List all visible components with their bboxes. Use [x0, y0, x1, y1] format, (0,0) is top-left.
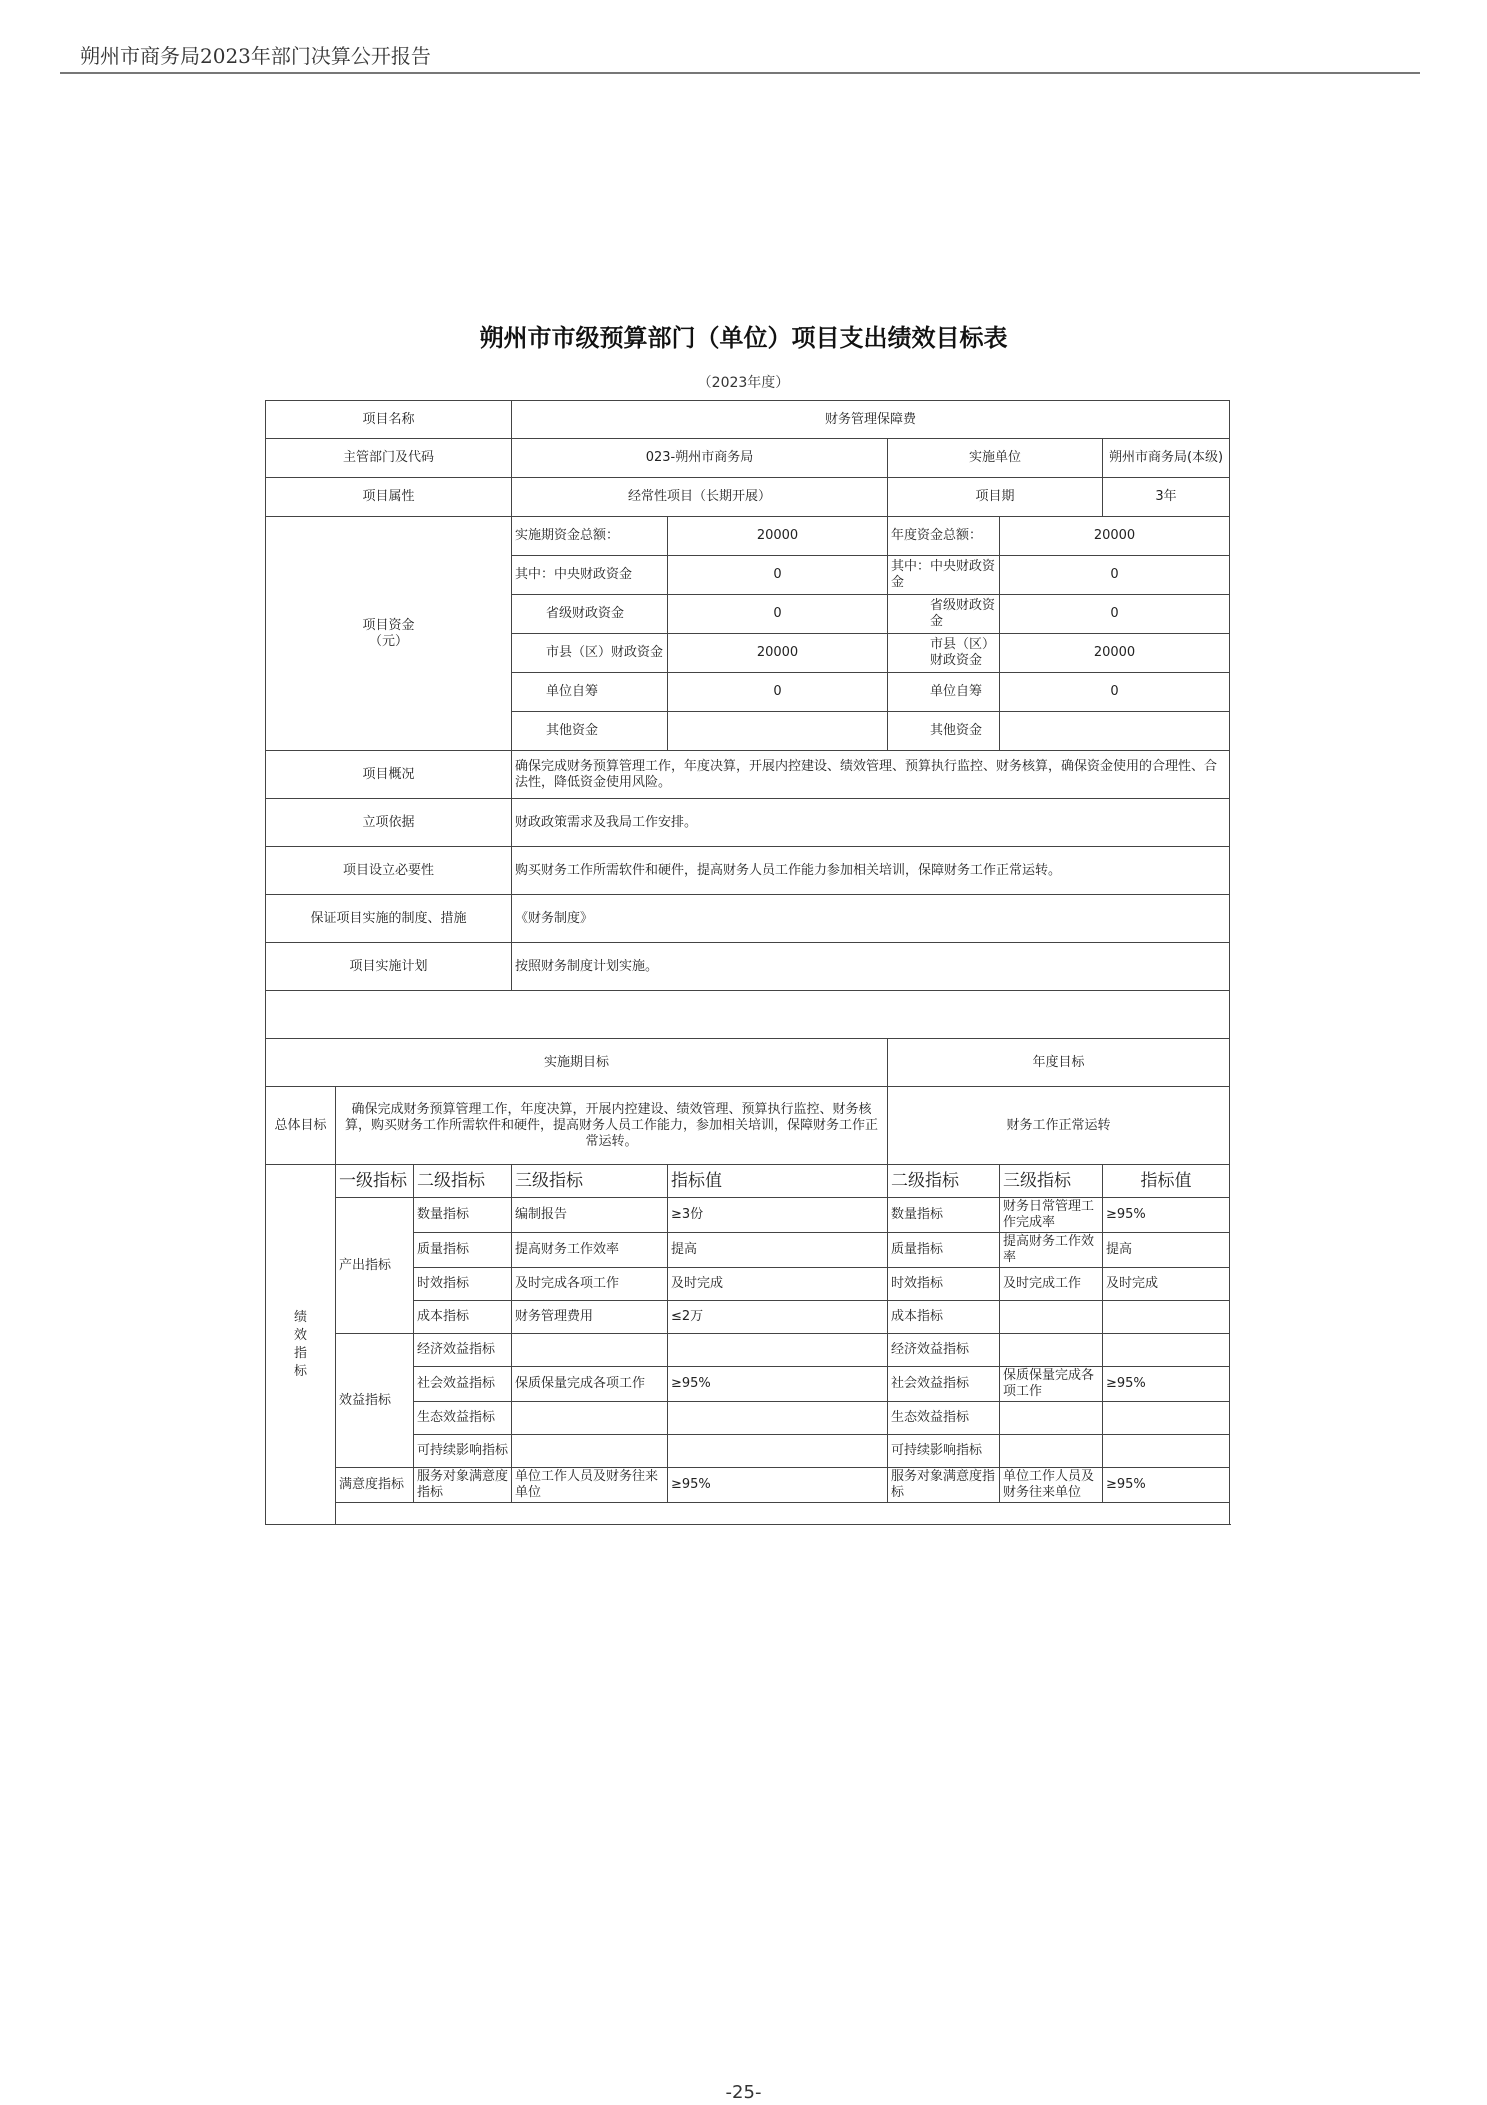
funds-key: 省级财政资金: [512, 595, 668, 634]
indicator-section-label: [266, 1165, 336, 1525]
funds-annual-value: 0: [1000, 556, 1230, 595]
annual-l3: [1000, 1301, 1103, 1334]
funds-key: 实施期资金总额：: [512, 517, 668, 556]
indicator-row: [266, 1334, 1230, 1367]
annual-l2: 质量指标: [888, 1233, 1000, 1268]
annual-value: [1103, 1435, 1230, 1468]
annual-l2: 经济效益指标: [888, 1334, 1000, 1367]
header-l3: 三级指标: [512, 1165, 668, 1198]
report-header: 朔州市商务局2023年部门决算公开报告: [80, 44, 431, 68]
impl-unit-label: 实施单位: [888, 439, 1103, 478]
funds-annual-key: 其中：中央财政资金: [888, 556, 1000, 595]
necessity-row: [266, 847, 1230, 895]
document-year: （2023年度）: [697, 375, 790, 391]
indicator-l2: 生态效益指标: [414, 1402, 512, 1435]
basis-row: [266, 799, 1230, 847]
indicator-l2: 可持续影响指标: [414, 1435, 512, 1468]
necessity-text: 购买财务工作所需软件和硬件，提高财务人员工作能力参加相关培训，保障财务工作正常运转。: [512, 847, 1230, 895]
annual-l3: [1000, 1402, 1103, 1435]
funds-value: [668, 712, 888, 751]
indicator-l2: 成本指标: [414, 1301, 512, 1334]
header-rule: [60, 72, 1420, 74]
indicator-label: 绩效指标: [293, 1309, 307, 1379]
measures-label: 保证项目实施的制度、措施: [266, 895, 512, 943]
indicator-l3: 财务管理费用: [512, 1301, 668, 1334]
indicator-value: ≤2万: [668, 1301, 888, 1334]
indicator-l2: 时效指标: [414, 1268, 512, 1301]
measures-text: 《财务制度》: [512, 895, 1230, 943]
header-annual-l2: 二级指标: [888, 1165, 1000, 1198]
indicator-value: [668, 1435, 888, 1468]
goal-header-row: [266, 1039, 1230, 1087]
indicator-l3: 单位工作人员及财务往来单位: [512, 1468, 668, 1503]
annual-l2: 可持续影响指标: [888, 1435, 1000, 1468]
output-indicator-label: 产出指标: [336, 1198, 414, 1334]
funds-label-cell: [266, 517, 512, 751]
header-annual-l3: 三级指标: [1000, 1165, 1103, 1198]
annual-l3: 单位工作人员及财务往来单位: [1000, 1468, 1103, 1503]
funds-key: 市县（区）财政资金: [512, 634, 668, 673]
indicator-l3: [512, 1334, 668, 1367]
funds-annual-key: 市县（区）财政资金: [888, 634, 1000, 673]
indicator-value: [668, 1334, 888, 1367]
annual-value: ≥95%: [1103, 1468, 1230, 1503]
impl-goal-label: 实施期目标: [266, 1039, 888, 1087]
indicator-value: 提高: [668, 1233, 888, 1268]
page-number: -25-: [725, 2082, 762, 2103]
funds-label: 项目资金: [362, 617, 415, 633]
indicator-l3: 保质保量完成各项工作: [512, 1367, 668, 1402]
funds-key: 其中：中央财政资金: [512, 556, 668, 595]
indicator-value: ≥95%: [668, 1367, 888, 1402]
annual-goal-text: 财务工作正常运转: [888, 1087, 1230, 1165]
indicator-value: [668, 1402, 888, 1435]
plan-row: [266, 943, 1230, 991]
attr-row: [266, 478, 1230, 517]
annual-value: [1103, 1402, 1230, 1435]
header-l2: 二级指标: [414, 1165, 512, 1198]
document-title: 朔州市市级预算部门（单位）项目支出绩效目标表: [479, 324, 1008, 352]
dept-label: 主管部门及代码: [266, 439, 512, 478]
indicator-value: ≥95%: [668, 1468, 888, 1503]
header-l1: 一级指标: [336, 1165, 414, 1198]
funds-annual-key: 省级财政资金: [888, 595, 1000, 634]
indicator-l2: 服务对象满意度指标: [414, 1468, 512, 1503]
annual-l2: 社会效益指标: [888, 1367, 1000, 1402]
period-label: 项目期: [888, 478, 1103, 517]
necessity-label: 项目设立必要性: [266, 847, 512, 895]
funds-annual-key: 其他资金: [888, 712, 1000, 751]
benefit-indicator-label: 效益指标: [336, 1334, 414, 1468]
annual-l3: [1000, 1435, 1103, 1468]
annual-value: 提高: [1103, 1233, 1230, 1268]
indicator-l2: 经济效益指标: [414, 1334, 512, 1367]
overview-label: 项目概况: [266, 751, 512, 799]
dept-value: 023-朔州市商务局: [512, 439, 888, 478]
impl-unit-value: 朔州市商务局(本级): [1103, 439, 1230, 478]
funds-value: 0: [668, 595, 888, 634]
funds-unit: （元）: [368, 633, 408, 649]
funds-annual-key: 年度资金总额：: [888, 517, 1000, 556]
indicator-l3: 及时完成各项工作: [512, 1268, 668, 1301]
annual-value: [1103, 1301, 1230, 1334]
indicator-l2: 数量指标: [414, 1198, 512, 1233]
footer-blank-row: [266, 1503, 1230, 1525]
basis-label: 立项依据: [266, 799, 512, 847]
indicator-l2: 社会效益指标: [414, 1367, 512, 1402]
overview-text: 确保完成财务预算管理工作，年度决算，开展内控建设、绩效管理、预算执行监控、财务核算，确保资金使用的合理性、合法性，降低资金使用风险。: [512, 751, 1230, 799]
funds-annual-value: 20000: [1000, 517, 1230, 556]
project-name-label: 项目名称: [266, 401, 512, 439]
attr-label: 项目属性: [266, 478, 512, 517]
annual-l2: 数量指标: [888, 1198, 1000, 1233]
indicator-l3: [512, 1402, 668, 1435]
annual-l2: 服务对象满意度指标: [888, 1468, 1000, 1503]
annual-goal-label: 年度目标: [888, 1039, 1230, 1087]
funds-annual-value: 20000: [1000, 634, 1230, 673]
blank-cell: [266, 991, 1230, 1039]
overall-goal-label: 总体目标: [266, 1087, 336, 1165]
indicator-header-row: [266, 1165, 1230, 1198]
annual-l3: 财务日常管理工作完成率: [1000, 1198, 1103, 1233]
plan-text: 按照财务制度计划实施。: [512, 943, 1230, 991]
annual-l3: 及时完成工作: [1000, 1268, 1103, 1301]
measures-row: [266, 895, 1230, 943]
funds-value: 20000: [668, 634, 888, 673]
project-name-row: [266, 401, 1230, 439]
impl-goal-text: 确保完成财务预算管理工作，年度决算，开展内控建设、绩效管理、预算执行监控、财务核算，购买财务工作所需软件和硬件，提高财务人员工作能力，参加相关培训，保障财务工作正常运转。: [336, 1087, 888, 1165]
funds-annual-key: 单位自筹: [888, 673, 1000, 712]
indicator-value: ≥3份: [668, 1198, 888, 1233]
funds-annual-value: 0: [1000, 595, 1230, 634]
satisfaction-indicator-label: 满意度指标: [336, 1468, 414, 1503]
funds-value: 20000: [668, 517, 888, 556]
performance-target-table: [265, 400, 1230, 1525]
annual-value: 及时完成: [1103, 1268, 1230, 1301]
basis-text: 财政政策需求及我局工作安排。: [512, 799, 1230, 847]
funds-row: [266, 517, 1230, 556]
blank-row: [266, 991, 1230, 1039]
annual-value: ≥95%: [1103, 1198, 1230, 1233]
annual-l3: 保质保量完成各项工作: [1000, 1367, 1103, 1402]
footer-blank-cell: [336, 1503, 1230, 1525]
plan-label: 项目实施计划: [266, 943, 512, 991]
dept-row: [266, 439, 1230, 478]
funds-annual-value: 0: [1000, 673, 1230, 712]
indicator-row: [266, 1198, 1230, 1233]
project-name-value: 财务管理保障费: [512, 401, 1230, 439]
indicator-l3: 提高财务工作效率: [512, 1233, 668, 1268]
funds-value: 0: [668, 673, 888, 712]
annual-value: ≥95%: [1103, 1367, 1230, 1402]
overall-goal-row: [266, 1087, 1230, 1165]
indicator-l2: 质量指标: [414, 1233, 512, 1268]
attr-value: 经常性项目（长期开展）: [512, 478, 888, 517]
indicator-l3: [512, 1435, 668, 1468]
funds-value: 0: [668, 556, 888, 595]
annual-l2: 生态效益指标: [888, 1402, 1000, 1435]
indicator-value: 及时完成: [668, 1268, 888, 1301]
annual-l3: [1000, 1334, 1103, 1367]
header-annual-value: 指标值: [1103, 1165, 1230, 1198]
funds-key: 单位自筹: [512, 673, 668, 712]
funds-key: 其他资金: [512, 712, 668, 751]
annual-l2: 成本指标: [888, 1301, 1000, 1334]
header-value: 指标值: [668, 1165, 888, 1198]
indicator-row: [266, 1468, 1230, 1503]
annual-value: [1103, 1334, 1230, 1367]
overview-row: [266, 751, 1230, 799]
annual-l3: 提高财务工作效率: [1000, 1233, 1103, 1268]
period-value: 3年: [1103, 478, 1230, 517]
annual-l2: 时效指标: [888, 1268, 1000, 1301]
indicator-l3: 编制报告: [512, 1198, 668, 1233]
funds-annual-value: [1000, 712, 1230, 751]
